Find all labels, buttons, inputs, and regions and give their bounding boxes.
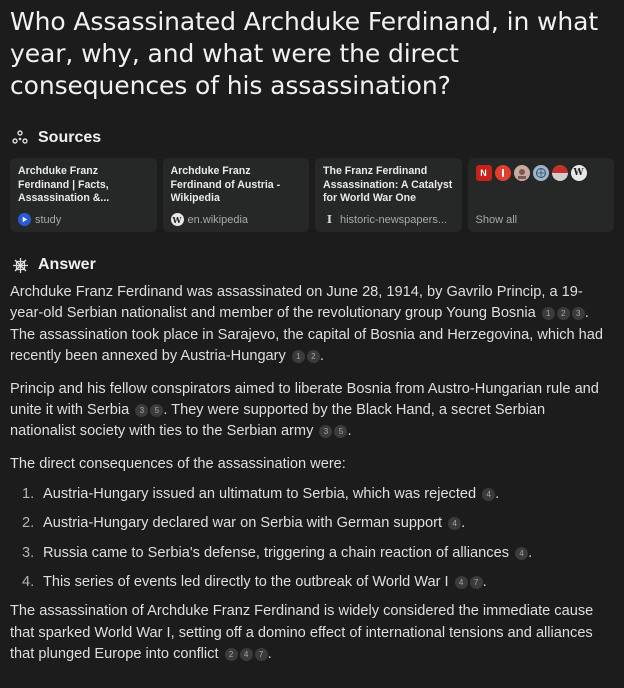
show-all-sources-button[interactable]: [468, 158, 615, 232]
source-title: Archduke Franz Ferdinand | Facts, Assassination &...: [18, 165, 110, 204]
sources-header: [10, 128, 614, 148]
portrait-favicon-icon: [514, 165, 530, 181]
source-title: The Franz Ferdinand Assassination: A Catalyst for World War One: [323, 165, 453, 204]
answer-paragraph-3: The direct consequences of the assassination were:: [10, 455, 346, 472]
list-item: 4. This series of events led directly to the outbreak of World War I 4 7 .: [22, 573, 487, 590]
source-card-1[interactable]: [10, 158, 157, 232]
half-circle-favicon-icon: [552, 165, 568, 181]
question-title: Who Assassinated Archduke Ferdinand, in what year, why, and what were the direct consequences of his assassination?: [10, 7, 599, 100]
citation-badge[interactable]: 3: [135, 404, 148, 417]
sources-icon: [10, 128, 30, 148]
answer-paragraph-1: Archduke Franz Ferdinand was assassinated on June 28, 1914, by Gavrilo Princip, a 19-year-old Serbian nationalist and member of the revolutionary group Young Bosnia 1 2 3 . The assassination took place in Sarajevo, the capital of Bosnia and Herzegovina, which had recently been annexed by Austria-Hungary 1 2 .: [10, 284, 604, 365]
wikipedia-favicon-icon: W: [571, 165, 587, 181]
citation-badge[interactable]: 2: [557, 307, 570, 320]
pin-favicon-icon: [495, 165, 511, 181]
sources-heading: Sources: [38, 129, 102, 146]
source-site: historic-newspapers...: [340, 213, 447, 226]
citation-badge[interactable]: 4: [240, 648, 253, 661]
citation-badge[interactable]: 4: [455, 576, 468, 589]
citation-badge[interactable]: 4: [515, 547, 528, 560]
citation-badge[interactable]: 5: [150, 404, 163, 417]
citation-badge[interactable]: 1: [292, 350, 305, 363]
historic-newspapers-favicon-icon: I: [326, 213, 333, 226]
answer-body: [10, 282, 614, 665]
source-title: Archduke Franz Ferdinand of Austria - Wikipedia: [170, 165, 281, 204]
n-favicon-icon: N: [476, 165, 492, 181]
consequences-list: [10, 484, 614, 593]
sources-list: [10, 158, 614, 232]
list-item: 1. Austria-Hungary issued an ultimatum to Serbia, which was rejected 4 .: [22, 486, 500, 503]
wikipedia-favicon-icon: W: [171, 213, 184, 226]
answer-paragraph-4: The assassination of Archduke Franz Ferdinand is widely considered the immediate cause that sparked World War I, setting off a domino effect of international tensions and alliances that plunged Europe into conflict 2 4 7 .: [10, 603, 594, 663]
source-card-3[interactable]: [315, 158, 462, 232]
answer-icon: [10, 255, 30, 275]
citation-badge[interactable]: 3: [319, 425, 332, 438]
study-favicon-icon: [18, 213, 31, 226]
list-item: 2. Austria-Hungary declared war on Serbia with German support 4 .: [22, 515, 466, 532]
citation-badge[interactable]: 7: [255, 648, 268, 661]
citation-badge[interactable]: 4: [448, 517, 461, 530]
citation-badge[interactable]: 1: [542, 307, 555, 320]
citation-badge[interactable]: 5: [334, 425, 347, 438]
citation-badge[interactable]: 2: [225, 648, 238, 661]
list-item: 3. Russia came to Serbia's defense, triggering a chain reaction of alliances 4 .: [22, 544, 533, 561]
citation-badge[interactable]: 7: [470, 576, 483, 589]
source-site: en.wikipedia: [187, 213, 249, 226]
source-card-2[interactable]: [163, 158, 310, 232]
answer-paragraph-2: Princip and his fellow conspirators aimed to liberate Bosnia from Austro-Hungarian rule and unite it with Serbia 3 5 . They were supported by the Black Hand, a secret Serbian nationalist society with ties to the Serbian army 3 5 .: [10, 380, 599, 440]
show-all-label: Show all: [475, 214, 518, 226]
globe-favicon-icon: [533, 165, 549, 181]
answer-heading: Answer: [38, 256, 96, 273]
citation-badge[interactable]: 3: [572, 307, 585, 320]
citation-badge[interactable]: 2: [307, 350, 320, 363]
source-site: study: [35, 213, 62, 226]
answer-header: [10, 255, 614, 275]
more-sources-favicons: [476, 165, 607, 181]
citation-badge[interactable]: 4: [482, 488, 495, 501]
